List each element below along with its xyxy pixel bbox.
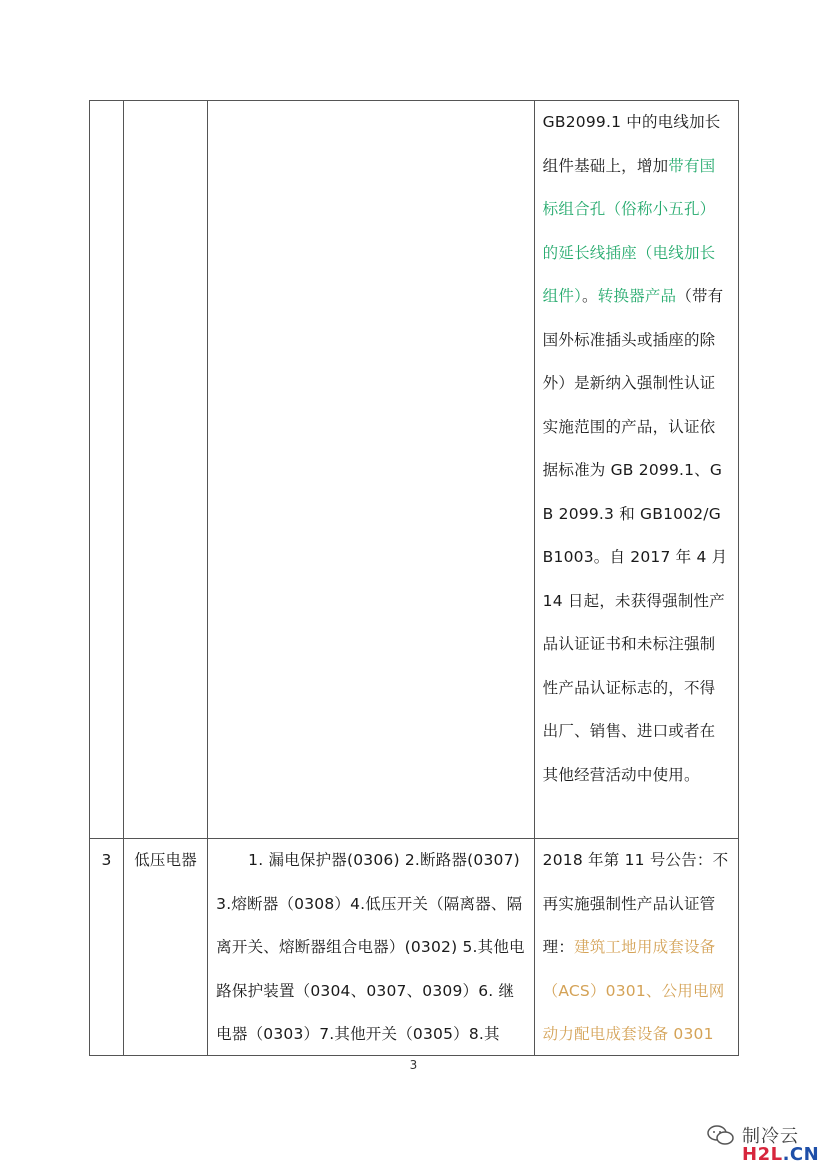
table-row [90,839,739,1056]
products-cell [208,101,535,839]
logo-prefix: H2L [742,1144,783,1165]
watermark [700,1118,820,1166]
watermark-account-name: 制冷云 [742,1126,799,1147]
regulation-table [89,100,739,1056]
row-number-cell [90,839,124,1056]
row-number-cell [90,101,124,839]
products-text: 1. 漏电保护器(0306) 2.断路器(0307) 3.熔断器（0308）4.低压开关（隔离器、隔离开关、熔断器组合电器）(0302) 5.其他电路保护装置（0304、0307、0309）6. 继电器（0303）7.其他开关（0305）8.其 [216,851,525,1043]
logo-suffix: .CN [782,1144,820,1165]
row-number: 3 [101,851,112,869]
wechat-icon [706,1124,736,1146]
category-cell [124,101,208,839]
watermark-logo [742,1144,819,1165]
note-segment-highlight: 转换器产品 [597,287,677,305]
note-text [535,839,738,1055]
note-text [535,101,738,797]
table-row [90,101,739,839]
note-segment: （带有国外标准插头或插座的除外）是新纳入强制性认证实施范围的产品，认证依据标准为 GB 2099.1、GB 2099.3 和 GB1002/GB1003。自 2017 年 4 月 14 日起，未获得强制性产品认证证书和未标注强制性产品认证标志的，不得出厂、销售、进口或者在其他经营活动中使用。 [542,287,728,784]
note-segment: 2018 年第 11 号公告：不再实施强制性产品认证管理： [542,851,729,956]
note-segment-highlight: 带有国标组合孔（俗称小五孔）的延长线插座（电线加长组件） [542,156,716,305]
note-cell [534,839,738,1056]
note-segment-highlight: 建筑工地用成套设备（ACS）0301、公用电网动力配电成套设备 0301 [542,938,725,1043]
category-cell [124,839,208,1056]
category-label: 低压电器 [134,851,198,869]
products-cell [208,839,535,1056]
note-segment: GB2099.1 中的电线加长组件基础上，增加 [542,113,721,175]
note-cell [534,101,738,839]
page-number: 3 [409,1058,418,1072]
note-segment: 。 [582,287,598,305]
